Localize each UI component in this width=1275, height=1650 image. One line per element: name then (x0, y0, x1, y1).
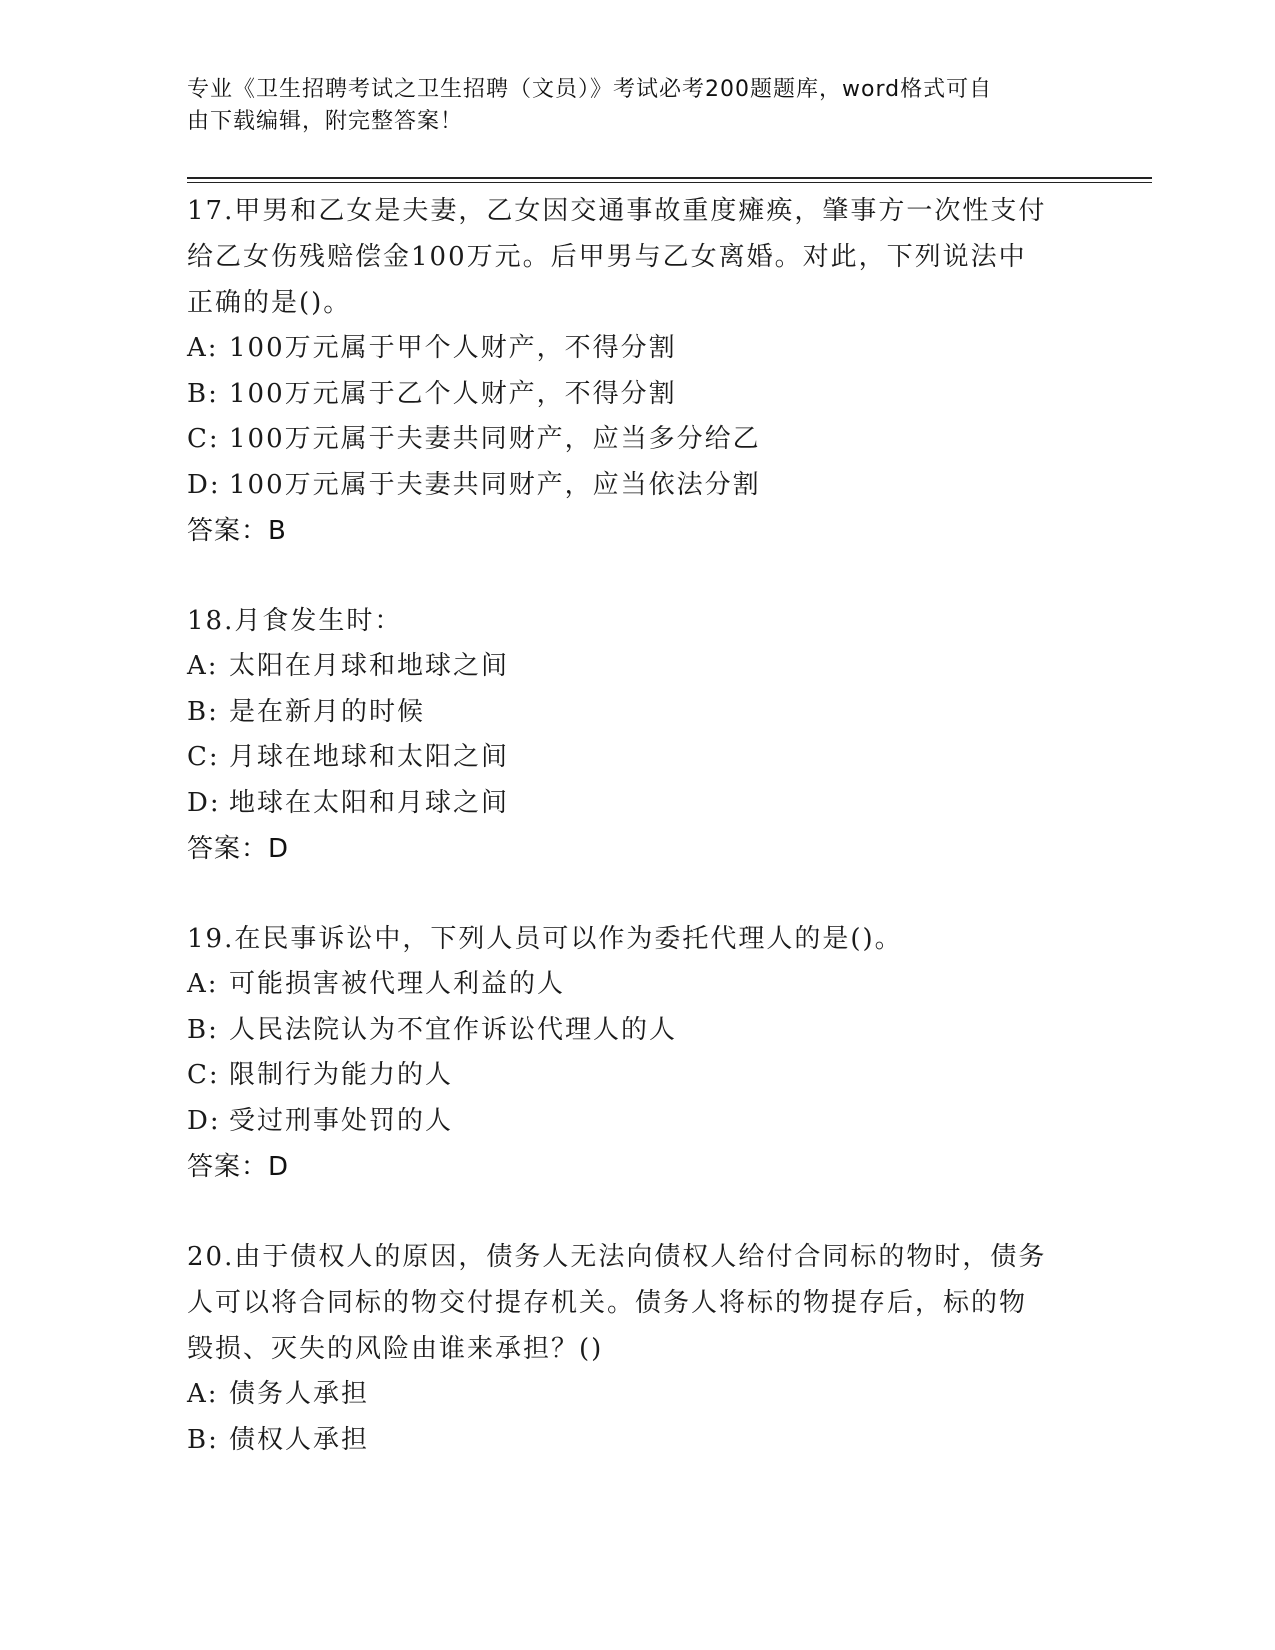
question-17 (187, 188, 1087, 554)
answer-line: 答案：B (187, 516, 287, 546)
question-stem: 正确的是()。 (187, 288, 352, 318)
option-text: 100万元属于夫妻共同财产，应当多分给乙 (229, 424, 761, 454)
option-c (187, 735, 1087, 781)
header-divider-thick (187, 177, 1152, 179)
option-c (187, 1053, 1087, 1099)
option-text: 受过刑事处罚的人 (229, 1105, 454, 1136)
option-letter: C: (187, 742, 220, 772)
question-20 (187, 1234, 1087, 1463)
question-stem: 19.在民事诉讼中，下列人员可以作为委托代理人的是()。 (187, 924, 903, 954)
option-text: 是在新月的时候 (229, 696, 426, 727)
question-stem: 17.甲男和乙女是夫妻，乙女因交通事故重度瘫痪，肇事方一次性支付 (187, 196, 1047, 226)
option-letter: A: (187, 651, 219, 681)
option-b (187, 1008, 1087, 1054)
option-text: 月球在地球和太阳之间 (229, 742, 510, 772)
header-line-2: 由下载编辑，附完整答案！ (187, 109, 464, 134)
option-letter: C: (187, 1060, 220, 1090)
option-text: 限制行为能力的人 (229, 1060, 454, 1090)
option-letter: B: (187, 1014, 219, 1045)
option-a (187, 644, 1087, 690)
option-letter: A: (187, 333, 219, 363)
option-text: 债务人承担 (229, 1379, 370, 1409)
option-letter: D: (187, 469, 221, 500)
option-d (187, 781, 1087, 827)
option-text: 人民法院认为不宜作诉讼代理人的人 (229, 1014, 678, 1045)
header-divider-thin (187, 182, 1152, 183)
header-line-1: 专业《卫生招聘考试之卫生招聘（文员）》考试必考200题题库，word格式可自 (187, 77, 993, 102)
option-letter: C: (187, 424, 220, 454)
answer-line: 答案：D (187, 1152, 290, 1182)
question-stem: 18.月食发生时： (187, 606, 403, 636)
option-text: 100万元属于夫妻共同财产，应当依法分割 (229, 469, 761, 500)
option-text: 债权人承担 (229, 1424, 370, 1455)
option-letter: A: (187, 1379, 219, 1409)
option-text: 地球在太阳和月球之间 (229, 787, 510, 818)
option-a (187, 962, 1087, 1008)
option-b (187, 1418, 1087, 1464)
option-text: 太阳在月球和地球之间 (229, 651, 510, 681)
question-18 (187, 598, 1087, 872)
option-d (187, 463, 1087, 509)
option-a (187, 326, 1087, 372)
option-c (187, 417, 1087, 463)
option-text: 100万元属于乙个人财产，不得分割 (229, 378, 677, 409)
option-letter: A: (187, 969, 219, 999)
option-letter: D: (187, 1105, 221, 1136)
question-stem: 给乙女伤残赔偿金100万元。后甲男与乙女离婚。对此，下列说法中 (187, 242, 1027, 272)
option-text: 可能损害被代理人利益的人 (229, 969, 566, 999)
document-header (187, 74, 1067, 138)
question-stem: 毁损、灭失的风险由谁来承担？() (187, 1334, 604, 1364)
option-letter: B: (187, 378, 219, 409)
option-letter: B: (187, 1424, 219, 1455)
option-letter: B: (187, 696, 219, 727)
question-19 (187, 916, 1087, 1190)
option-a (187, 1372, 1087, 1418)
question-stem: 人可以将合同标的物交付提存机关。债务人将标的物提存后，标的物 (187, 1288, 1028, 1318)
option-b (187, 690, 1087, 736)
option-b (187, 372, 1087, 418)
option-d (187, 1099, 1087, 1145)
question-stem: 20.由于债权人的原因，债务人无法向债权人给付合同标的物时，债务 (187, 1242, 1047, 1272)
option-letter: D: (187, 787, 221, 818)
answer-line: 答案：D (187, 834, 290, 864)
option-text: 100万元属于甲个人财产，不得分割 (229, 333, 677, 363)
question-list (187, 188, 1087, 1507)
